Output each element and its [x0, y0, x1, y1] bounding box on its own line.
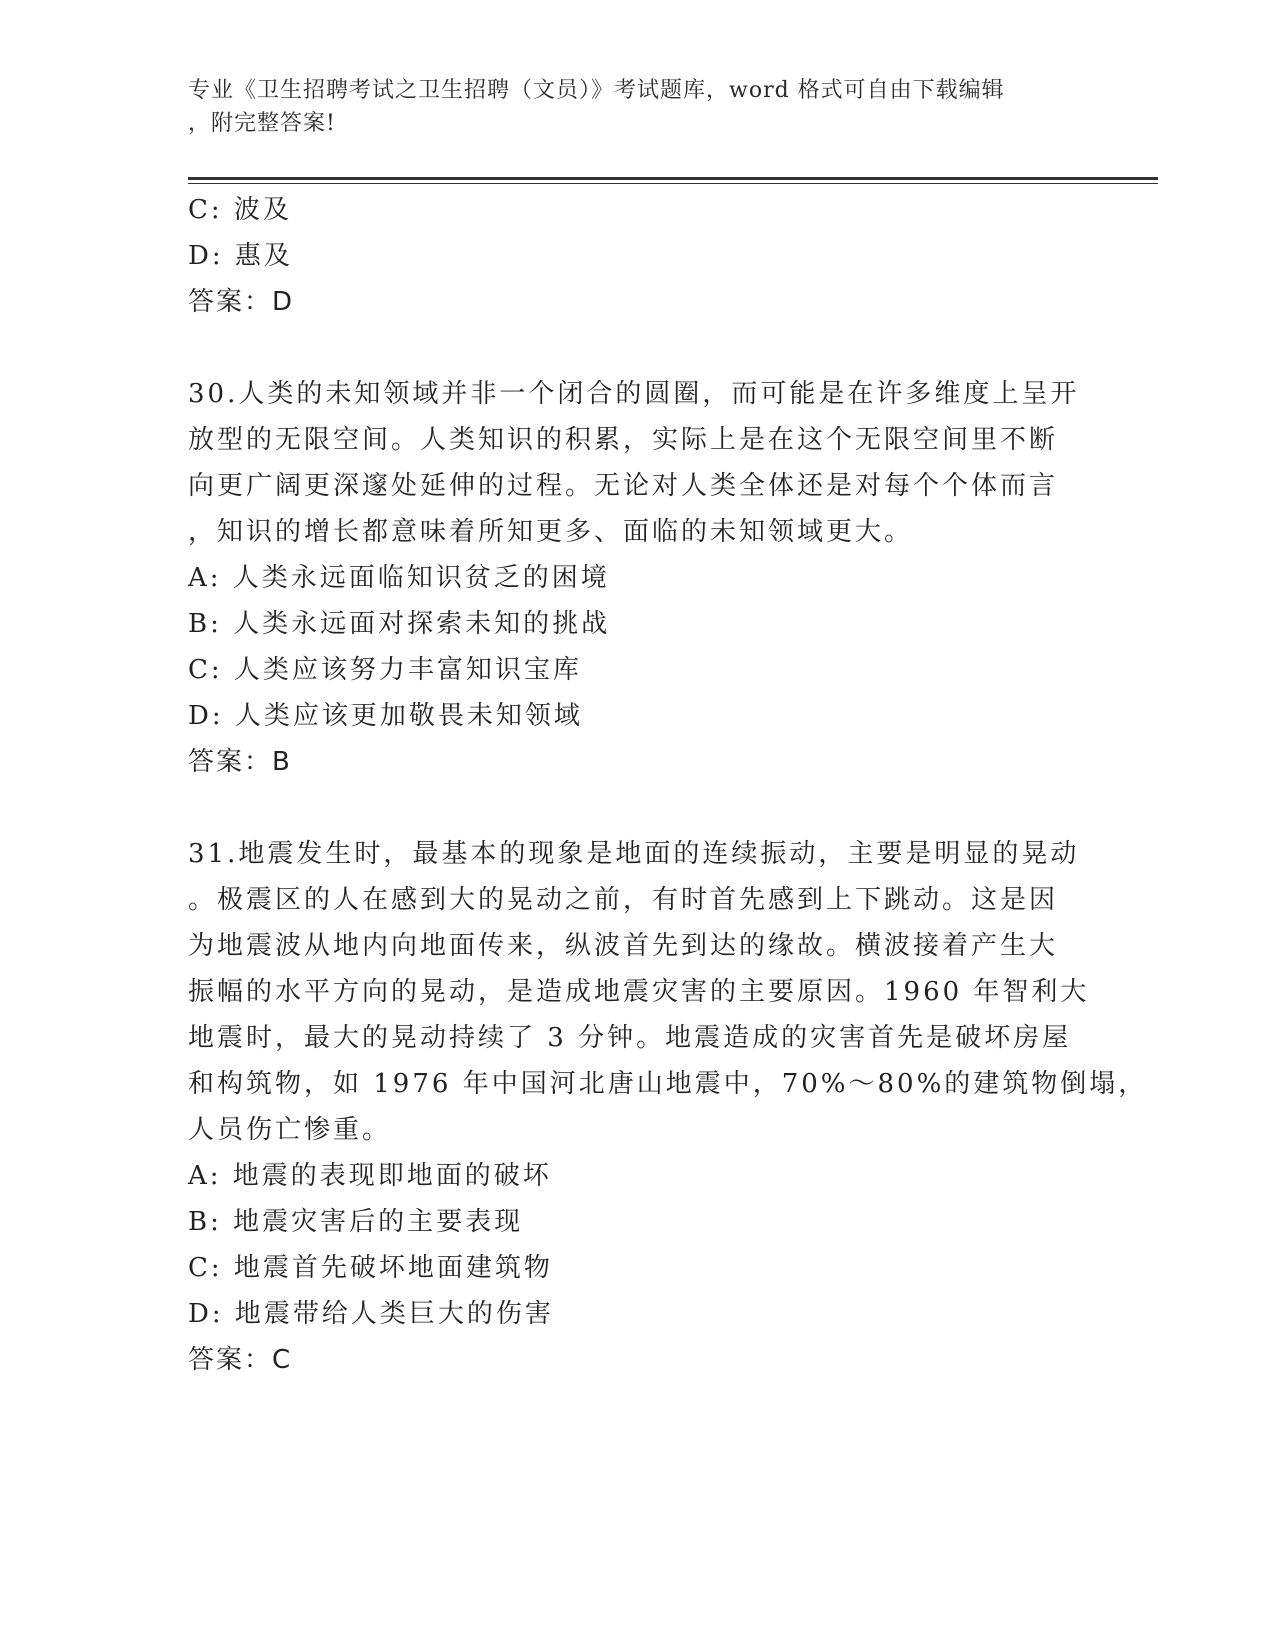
question-31 — [188, 831, 1148, 1383]
question-stem-line: 地震时，最大的晃动持续了 3 分钟。地震造成的灾害首先是破坏房屋 — [188, 1023, 1072, 1053]
option-c: C: 人类应该努力丰富知识宝库 — [188, 655, 582, 685]
option-a: A: 人类永远面临知识贫乏的困境 — [188, 563, 610, 593]
option-a: A: 地震的表现即地面的破坏 — [188, 1161, 552, 1191]
document-body — [188, 187, 1148, 1383]
answer-line: 答案：B — [188, 747, 292, 777]
answer-line: 答案：C — [188, 1345, 293, 1375]
question-stem-line: 人员伤亡惨重。 — [188, 1115, 392, 1145]
answer-line: 答案：D — [188, 287, 295, 317]
option-d: D: 人类应该更加敬畏未知领域 — [188, 701, 583, 731]
option-b: B: 地震灾害后的主要表现 — [188, 1207, 524, 1237]
question-stem-line: 30.人类的未知领域并非一个闭合的圆圈，而可能是在许多维度上呈开 — [188, 379, 1080, 409]
option-d: D: 地震带给人类巨大的伤害 — [188, 1299, 554, 1329]
option-b: B: 人类永远面对探索未知的挑战 — [188, 609, 611, 639]
question-stem-line: 振幅的水平方向的晃动，是造成地震灾害的主要原因。1960 年智利大 — [188, 977, 1090, 1007]
question-stem-line: 为地震波从地内向地面传来，纵波首先到达的缘故。横波接着产生大 — [188, 931, 1059, 961]
option-c: C: 地震首先破坏地面建筑物 — [188, 1253, 553, 1283]
question-stem-line: ，知识的增长都意味着所知更多、面临的未知领域更大。 — [188, 517, 914, 547]
header-line-2: ，附完整答案! — [188, 111, 336, 136]
question-30 — [188, 371, 1088, 785]
option-d: D: 惠及 — [188, 241, 293, 271]
option-c: C: 波及 — [188, 195, 292, 225]
question-stem-line: 和构筑物，如 1976 年中国河北唐山地震中，70%～80%的建筑物倒塌， — [188, 1069, 1148, 1099]
header-line-1: 专业《卫生招聘考试之卫生招聘（文员）》考试题库，word 格式可自由下载编辑 — [188, 78, 1005, 103]
question-stem-line: 31.地震发生时，最基本的现象是地面的连续振动，主要是明显的晃动 — [188, 839, 1080, 869]
question-stem-line: 向更广阔更深邃处延伸的过程。无论对人类全体还是对每个个体而言 — [188, 471, 1059, 501]
header-divider-thick — [188, 177, 1158, 180]
question-stem-line: 。极震区的人在感到大的晃动之前，有时首先感到上下跳动。这是因 — [188, 885, 1059, 915]
document-header — [188, 74, 1088, 140]
prev-question-tail — [188, 187, 1088, 325]
question-stem-line: 放型的无限空间。人类知识的积累，实际上是在这个无限空间里不断 — [188, 425, 1059, 455]
header-divider-thin — [188, 183, 1158, 184]
